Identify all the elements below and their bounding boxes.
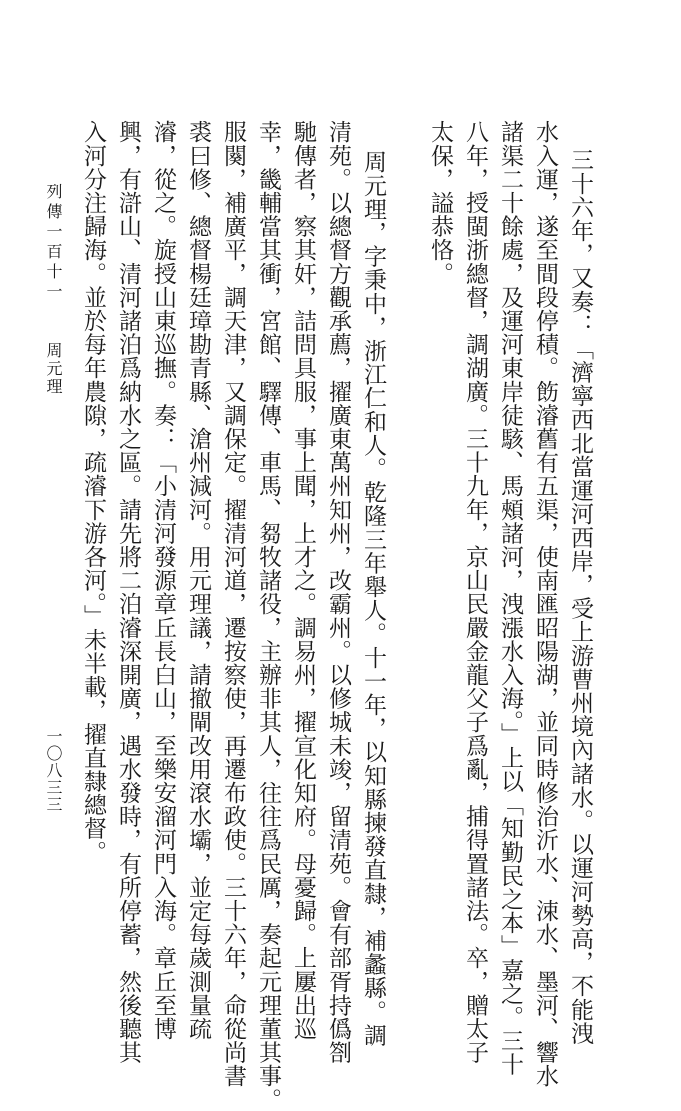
- text-column: 幸，畿輔當其衝，宮館、驛傳、車馬、芻牧諸役，主辦非其人，往往爲民厲，奏起元理董其事。: [255, 120, 281, 1111]
- text-column: 裘曰修、總督楊廷璋勘青縣、滄州減河。用元理議，請撤閘改用滾水壩，並定每歲測量疏: [185, 120, 211, 1041]
- text-column: 周元理，字秉中，浙江仁和人。乾隆三年舉人。十一年，以知縣揀發直隸，補蠡縣。調: [360, 150, 386, 1047]
- text-column: 馳傳者，察其奸，詰問具服，事上聞，上才之。調易州，擢宣化知府。母憂歸。上屢出巡: [290, 120, 316, 1041]
- running-header-volume: 列傳一百十一: [44, 183, 63, 303]
- text-column: 三十六年，又奏：「濟寧西北當運河西岸，受上游曹州境內諸水。以運河勢高，不能洩: [567, 148, 593, 1045]
- text-column: 太保，謚恭恪。: [427, 120, 453, 286]
- running-header-chapter: 周元理: [44, 342, 63, 396]
- text-column: 水入運，遂至間段停積。飭濬舊有五渠，使南匯昭陽湖，並同時修治沂水、涑水、墨河、響水: [532, 120, 558, 1088]
- text-column: 諸渠二十餘處，及運河東岸徒駭、馬頰諸河，洩漲水入海。」上以「知勤民之本」嘉之。三十: [497, 120, 523, 1077]
- text-column: 清苑。以總督方觀承薦，擢廣東萬州知州，改霸州。以修城未竣，留清苑。會有部胥持僞劄: [325, 120, 351, 1064]
- text-column: 濬，從之。旋授山東巡撫。奏：「小清河發源章丘長白山，至樂安溜河門入海。章丘至博: [150, 120, 176, 1041]
- text-column: 入河分注歸海。並於每年農隙，疏濬下游各河。」未半載，擢直隸總督。: [80, 120, 106, 864]
- page-number: 一〇八三三: [44, 728, 63, 813]
- text-column: 興，有滸山、清河諸泊爲納水之區。請先將二泊濬深開廣，遇水發時，有所停蓄，然後聽其: [115, 120, 141, 1064]
- text-column: 服闋，補廣平，調天津，又調保定。擢清河道，遷按察使，再遷布政使。三十六年，命從尚書: [220, 120, 246, 1088]
- text-column: 八年，授閩浙總督，調湖廣。三十九年，京山民嚴金龍父子爲亂，捕得置諸法。卒，贈太子: [462, 120, 488, 1064]
